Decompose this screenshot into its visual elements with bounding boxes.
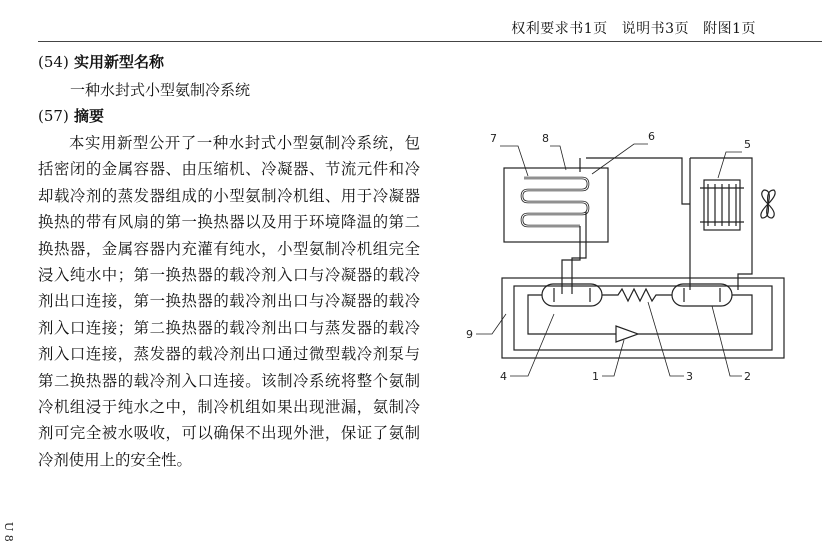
label-5: 5 bbox=[744, 138, 751, 151]
metal-container-outer bbox=[502, 278, 784, 358]
ammonia-refrigeration-system-figure bbox=[462, 118, 792, 398]
claims-page-count: 权利要求书1页 bbox=[511, 21, 608, 37]
utility-name-heading bbox=[38, 51, 164, 72]
upper-pipe bbox=[586, 158, 690, 204]
abstract-title: 摘要 bbox=[74, 107, 105, 125]
label-2: 2 bbox=[744, 370, 751, 383]
page-count-header bbox=[497, 18, 756, 38]
first-heat-exchanger bbox=[700, 180, 744, 230]
label-8: 8 bbox=[542, 132, 549, 145]
label-3: 3 bbox=[686, 370, 693, 383]
utility-name-title: 实用新型名称 bbox=[74, 53, 165, 71]
drawings-page-count: 附图1页 bbox=[703, 21, 756, 37]
utility-name-code: (54) bbox=[38, 53, 69, 71]
label-6: 6 bbox=[648, 130, 655, 143]
header-divider bbox=[38, 41, 822, 42]
abstract-body: 本实用新型公开了一种水封式小型氨制冷系统，包括密闭的金属容器、由压缩机、冷凝器、节流元件和冷却载冷剂的蒸发器组成的小型氨制冷机组、用于冷凝器换热的带有风扇的第一换热器以及用于环境降温的第二换热器，金属容器内充灌有纯水，小型氨制冷机组完全浸入纯水中；第一换热器的载冷剂入口与冷凝器的载冷剂出口连接，第一换热器的载冷剂出口与冷凝器的载冷剂入口连接；第二换热器的载冷剂出口与蒸发器的载冷剂入口连接，蒸发器的载冷剂出口通过微型载冷剂泵与第二换热器的载冷剂入口连接。该制冷系统将整个氨制冷机组浸于纯水之中，制冷机组如果出现泄漏，氨制冷剂可完全被水吸收，可以确保不出现外泄，保证了氨制冷剂使用上的安全性。 bbox=[38, 134, 420, 469]
label-7: 7 bbox=[490, 132, 497, 145]
abstract-heading bbox=[38, 105, 104, 126]
utility-model-name: 一种水封式小型氨制冷系统 bbox=[70, 81, 251, 99]
label-1: 1 bbox=[592, 370, 599, 383]
label-4: 4 bbox=[500, 370, 507, 383]
compressor-symbol bbox=[616, 326, 638, 342]
label-9: 9 bbox=[466, 328, 473, 341]
fan-icon bbox=[761, 190, 775, 218]
description-page-count: 说明书3页 bbox=[621, 21, 690, 37]
throttle-element bbox=[602, 289, 672, 301]
abstract-code: (57) bbox=[38, 107, 69, 125]
evaporator-capsule bbox=[672, 284, 732, 306]
margin-mark: U 8 bbox=[2, 522, 15, 542]
